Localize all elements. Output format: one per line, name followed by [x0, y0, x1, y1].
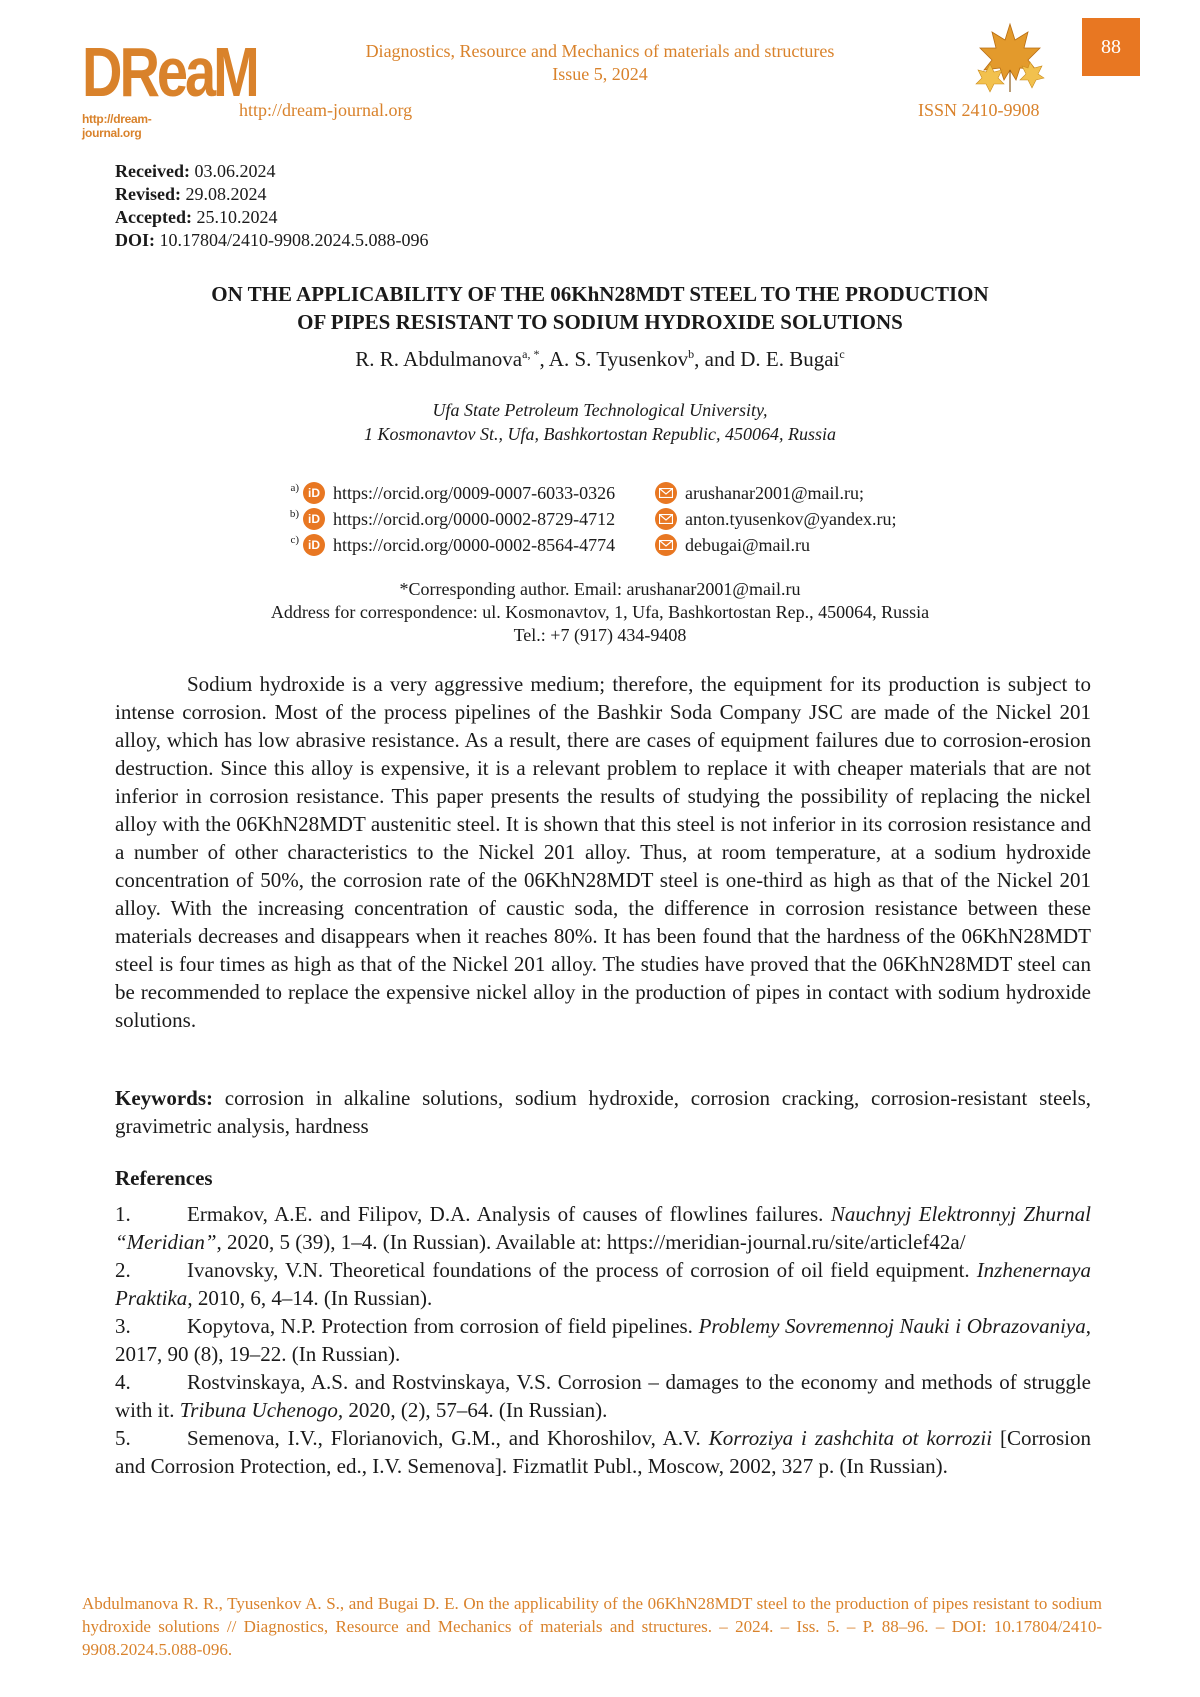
correspondence-phone: Tel.: +7 (917) 434-9408 — [513, 625, 687, 645]
journal-name: Diagnostics, Resource and Mechanics of materials and structures — [365, 41, 835, 61]
affiliation-line-1: Ufa State Petroleum Technological University, — [432, 400, 768, 420]
citation-footer: Abdulmanova R. R., Tyusenkov A. S., and Bugai D. E. On the applicability of the 06KhN28MDT steel to the production of pipes resistant to sodium hydroxide solutions // Diagnostics, Resource and Mechanics of materials and structures. – 2024. – Iss. 5. – P. 88–96. – DOI: 10.17804/2410-9908.2024.5.088-096. — [82, 1594, 1102, 1659]
correspondence-address: Address for correspondence: ul. Kosmonavtov, 1, Ufa, Bashkortostan Rep., 450064, Russia — [270, 602, 930, 622]
article-dates — [115, 160, 429, 252]
orcid-row — [275, 480, 864, 506]
orcid-author-label: a) — [290, 482, 299, 494]
author-2: , A. S. Tyusenkov — [539, 347, 689, 371]
reference-item — [115, 1256, 1091, 1312]
maple-leaf-icon — [970, 18, 1050, 94]
reference-details: , 2020, 5 (39), 1–4. (In Russian). Available at: https://meridian-journal.ru/site/articlef42a/ — [216, 1230, 966, 1254]
revised-label: Revised: — [115, 184, 181, 204]
page-number-badge: 88 — [1082, 18, 1140, 76]
email-icon — [655, 534, 677, 556]
reference-text: Kopytova, N.P. Protection from corrosion of field pipelines. — [187, 1314, 699, 1338]
accepted-date: 25.10.2024 — [196, 207, 278, 227]
reference-text: Rostvinskaya, A.S. and Rostvinskaya, V.S. Corrosion – damages to the economy and methods of struggle with it. — [115, 1370, 1091, 1422]
email-icon — [655, 508, 677, 530]
reference-source: Korroziya i zashchita ot korrozii — [708, 1426, 993, 1450]
corresponding-author: *Corresponding author. Email: arushanar2001@mail.ru — [399, 579, 801, 599]
reference-item — [115, 1200, 1091, 1256]
references-list — [115, 1200, 1091, 1480]
affiliation — [100, 398, 1100, 446]
journal-logo — [82, 16, 257, 140]
reference-source: Problemy Sovremennoj Nauki i Obrazovaniya — [698, 1314, 1086, 1338]
reference-number: 2. — [115, 1258, 131, 1282]
reference-item — [115, 1312, 1091, 1368]
reference-source: Nauchnyj Elektronnyj Zhurnal “Meridian” — [115, 1202, 1091, 1254]
article-title — [100, 280, 1100, 336]
keywords — [115, 1084, 1091, 1140]
journal-site-link[interactable]: http://dream-journal.org — [239, 100, 413, 120]
journal-issue: Issue 5, 2024 — [552, 64, 648, 84]
reference-details: , 2017, 90 (8), 19–22. (In Russian). — [115, 1314, 1091, 1366]
received-date: 03.06.2024 — [194, 161, 276, 181]
reference-number: 4. — [115, 1370, 131, 1394]
orcid-link[interactable]: https://orcid.org/0000-0002-8729-4712 — [333, 508, 616, 529]
reference-details: 2020, (2), 57–64. (In Russian). — [343, 1398, 608, 1422]
doi-label: DOI: — [115, 230, 155, 250]
orcid-link[interactable]: https://orcid.org/0000-0002-8564-4774 — [333, 534, 616, 555]
orcid-author-label: b) — [289, 508, 299, 520]
orcid-row — [275, 506, 897, 532]
keywords-text: corrosion in alkaline solutions, sodium hydroxide, corrosion cracking, corrosion-resistant steels, gravimetric analysis, hardness — [115, 1086, 1091, 1138]
reference-text: Ivanovsky, V.N. Theoretical foundations of the process of corrosion of oil field equipment. — [187, 1258, 977, 1282]
author-2-mark: b — [688, 347, 695, 361]
abstract: Sodium hydroxide is a very aggressive medium; therefore, the equipment for its production is subject to intense corrosion. Most of the process pipelines of the Bashkir Soda Company JSC are made of the Nickel 201 alloy, which has low abrasive resistance. As a result, there are cases of equipment failures due to corrosion-erosion destruction. Since this alloy is expensive, it is a relevant problem to replace it with cheaper materials that are not inferior in corrosion resistance. This paper presents the results of studying the possibility of replacing the nickel alloy with the 06KhN28MDT austenitic steel. It is shown that this steel is not inferior in its corrosion resistance and a number of other characteristics to the Nickel 201 alloy. Thus, at room temperature, at a sodium hydroxide concentration of 50%, the corrosion rate of the 06KhN28MDT steel is one-third as high as that of the Nickel 201 alloy. With the increasing concentration of caustic soda, the difference in corrosion resistance between these materials decreases and disappears when it reaches 80%. It has been found that the hardness of the 06KhN28MDT steel is four times as high as that of the Nickel 201 alloy. The studies have proved that the 06KhN28MDT steel can be recommended to replace the expensive nickel alloy in the production of pipes in contact with sodium hydroxide solutions. — [115, 672, 1091, 1032]
correspondence — [100, 578, 1100, 647]
reference-item — [115, 1424, 1091, 1480]
orcid-link[interactable]: https://orcid.org/0009-0007-6033-0326 — [333, 482, 616, 503]
author-1: R. R. Abdulmanova — [355, 347, 523, 371]
title-line-1: ON THE APPLICABILITY OF THE 06KhN28MDT STEEL TO THE PRODUCTION — [211, 282, 989, 306]
email-icon — [655, 482, 677, 504]
author-3-mark: c — [839, 347, 845, 361]
email-link[interactable]: arushanar2001@mail.ru; — [685, 482, 865, 503]
title-line-2: OF PIPES RESISTANT TO SODIUM HYDROXIDE SOLUTIONS — [297, 310, 903, 334]
reference-text: Ermakov, A.E. and Filipov, D.A. Analysis of causes of flowlines failures. — [187, 1202, 831, 1226]
orcid-icon: iD — [303, 482, 325, 504]
accepted-label: Accepted: — [115, 207, 192, 227]
reference-number: 5. — [115, 1426, 131, 1450]
reference-number: 1. — [115, 1202, 131, 1226]
orcid-row — [275, 532, 810, 558]
author-1-mark: a, * — [522, 347, 540, 361]
reference-source: Tribuna Uchenogo, — [179, 1398, 344, 1422]
journal-title — [300, 40, 900, 86]
email-link[interactable]: anton.tyusenkov@yandex.ru; — [685, 508, 897, 529]
author-list — [100, 347, 1100, 372]
reference-number: 3. — [115, 1314, 131, 1338]
affiliation-line-2: 1 Kosmonavtov St., Ufa, Bashkortostan Republic, 450064, Russia — [364, 424, 836, 444]
issn: ISSN 2410-9908 — [918, 100, 1040, 120]
reference-text: Semenova, I.V., Florianovich, G.M., and Khoroshilov, A.V. — [187, 1426, 709, 1450]
reference-details: [Corrosion and Corrosion Protection, ed., I.V. Semenova]. Fizmatlit Publ., Moscow, 2002, 327 p. (In Russian). — [115, 1426, 1091, 1478]
received-label: Received: — [115, 161, 190, 181]
author-3: , and D. E. Bugai — [694, 347, 840, 371]
orcid-author-label: c) — [290, 534, 299, 546]
logo-url: http://dream-journal.org — [82, 112, 152, 140]
email-link[interactable]: debugai@mail.ru — [685, 534, 811, 555]
reference-source: Inzhenernaya Praktika — [115, 1258, 1091, 1310]
keywords-label: Keywords: — [115, 1086, 213, 1110]
revised-date: 29.08.2024 — [185, 184, 267, 204]
orcid-icon: iD — [303, 508, 325, 530]
logo-wordmark: DReaM — [82, 32, 257, 111]
orcid-icon: iD — [303, 534, 325, 556]
reference-item — [115, 1368, 1091, 1424]
references-heading: References — [115, 1166, 213, 1190]
doi[interactable]: 10.17804/2410-9908.2024.5.088-096 — [159, 230, 429, 250]
reference-details: , 2010, 6, 4–14. (In Russian). — [187, 1286, 433, 1310]
